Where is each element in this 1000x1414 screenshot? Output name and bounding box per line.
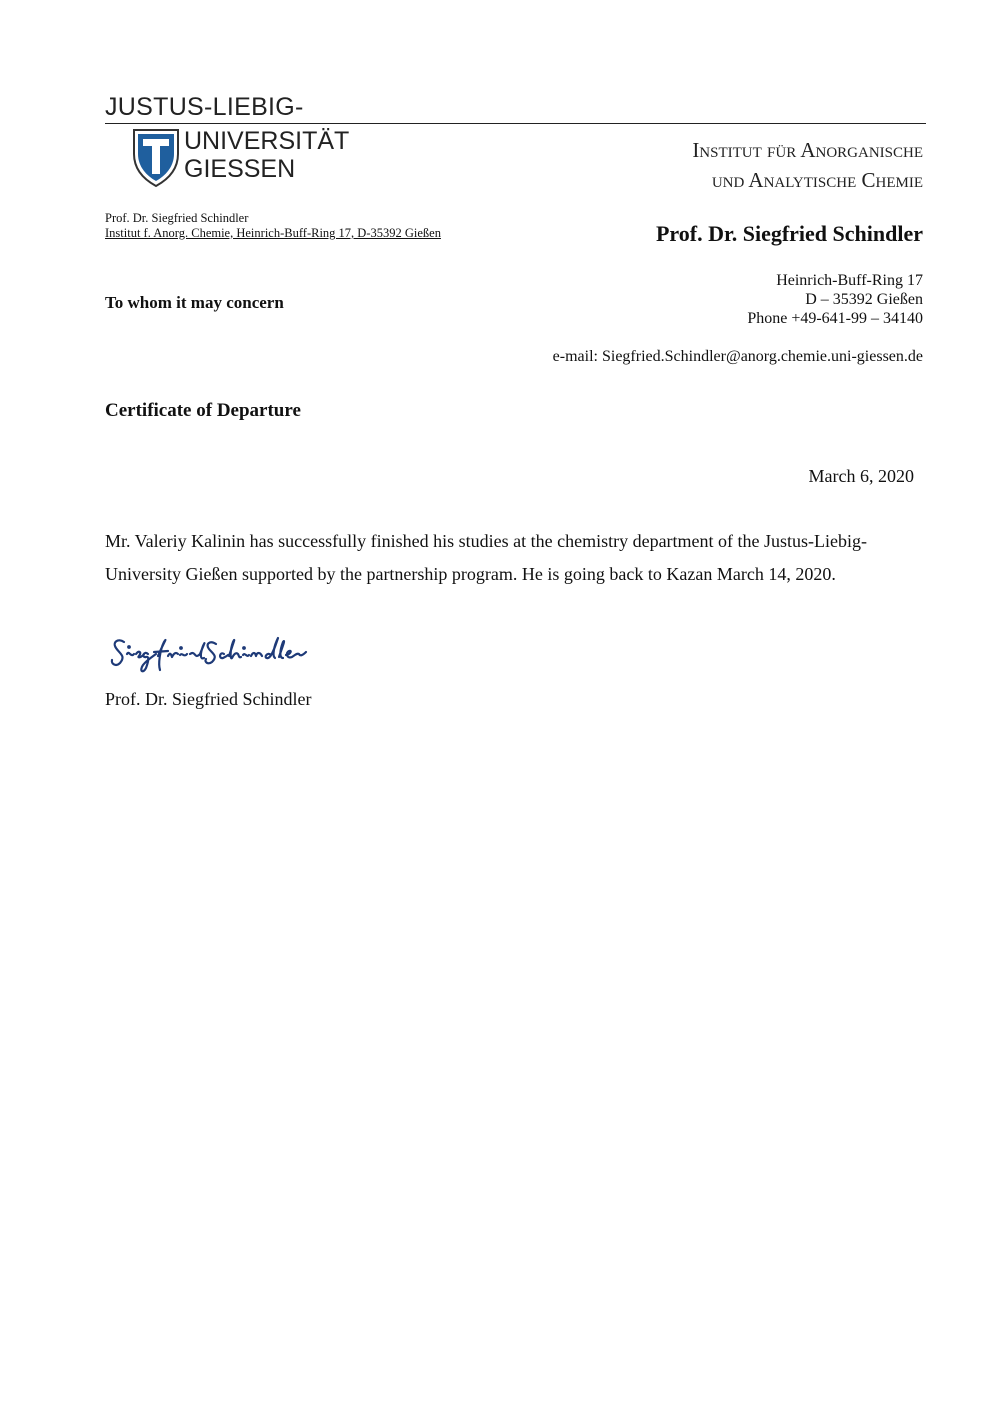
letter-subject: Certificate of Departure xyxy=(105,400,301,421)
handwritten-signature xyxy=(108,630,313,676)
phone-number: Phone +49-641-99 – 34140 xyxy=(747,310,923,327)
address-city: D – 35392 Gießen xyxy=(805,291,923,308)
sender-address: Institut f. Anorg. Chemie, Heinrich-Buff-Ring 17, D-35392 Gießen xyxy=(105,226,441,240)
university-name-line3: GIESSEN xyxy=(184,155,296,183)
letter-body: Mr. Valeriy Kalinin has successfully finished his studies at the chemistry department of the Justus-Liebig-University Gießen supported by the partnership program. He is going back to Kazan March 14, 2020. xyxy=(105,531,868,584)
university-shield-icon xyxy=(131,128,181,188)
university-name-line1: JUSTUS-LIEBIG- xyxy=(105,93,304,121)
header-rule xyxy=(105,123,926,124)
signatory-name: Prof. Dr. Siegfried Schindler xyxy=(105,689,312,709)
institute-name-line2: und Analytische Chemie xyxy=(711,168,923,192)
professor-name-heading: Prof. Dr. Siegfried Schindler xyxy=(655,221,923,246)
university-name-line2: UNIVERSITÄT xyxy=(184,127,350,155)
letter-date: March 6, 2020 xyxy=(808,466,914,486)
sender-name: Prof. Dr. Siegfried Schindler xyxy=(105,211,249,225)
email-address: e-mail: Siegfried.Schindler@anorg.chemie.uni-giessen.de xyxy=(552,348,923,365)
institute-name-line1: Institut für Anorganische xyxy=(692,138,923,162)
address-street: Heinrich-Buff-Ring 17 xyxy=(776,272,923,289)
recipient-line: To whom it may concern xyxy=(105,293,284,312)
